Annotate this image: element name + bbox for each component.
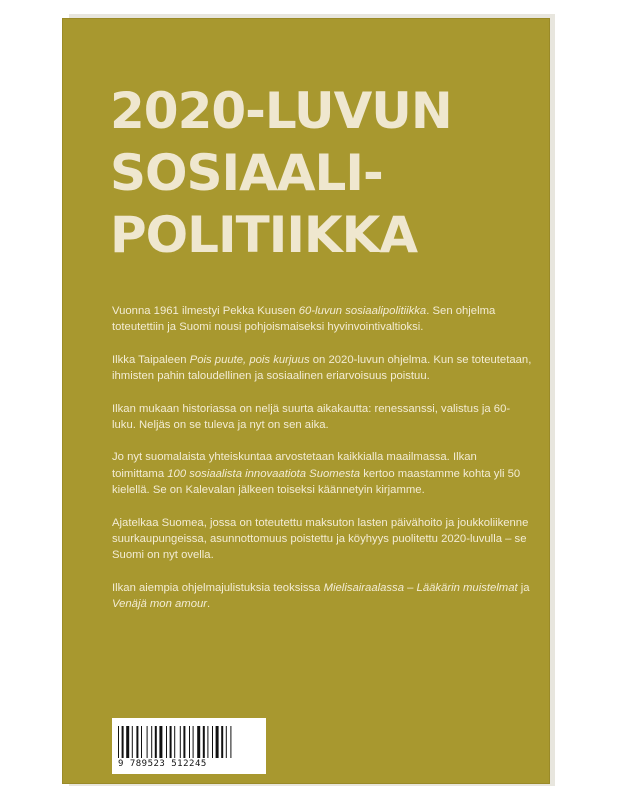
blurb-text [112, 303, 532, 629]
book-title [110, 80, 540, 266]
isbn-barcode [112, 718, 266, 774]
blurb-paragraph [112, 515, 532, 564]
book-back-cover [62, 18, 550, 784]
blurb-paragraph [112, 449, 532, 498]
blurb-run: kertoo maastamme kohta yli 50 kielellä. Se on Kalevalan jälkeen toiseksi käännetyin kirjamme. [112, 467, 521, 497]
blurb-paragraph [112, 580, 532, 613]
blurb-run: Ilkan mukaan historiassa on neljä suurta aikakautta: renessanssi, valistus ja 60-luku. Neljäs on se tuleva ja nyt on sen aika. [112, 402, 511, 432]
barcode-icon [118, 726, 260, 758]
title-line: SOSIAALI- [110, 144, 383, 202]
blurb-paragraph [112, 401, 532, 434]
blurb-run: Ilkka Taipaleen [112, 353, 190, 366]
isbn-number: 9 789523 512245 [118, 759, 207, 769]
book-title-reference: Pois puute, pois kurjuus [189, 353, 310, 366]
title-line: POLITIIKKA [110, 206, 418, 264]
title-line: 2020-LUVUN [110, 82, 452, 140]
blurb-run: ja [517, 581, 530, 594]
blurb-paragraph [112, 352, 532, 385]
blurb-run: Vuonna 1961 ilmestyi Pekka Kuusen [112, 305, 299, 317]
blurb-run: . Sen ohjelma toteutettiin ja Suomi nousi pohjoismaiseksi hyvinvointivaltioksi. [112, 305, 496, 334]
blurb-run: Ilkan aiempia ohjelmajulistuksia teoksissa [112, 581, 324, 594]
blurb-run: Ajatelkaa Suomea, jossa on toteutettu maksuton lasten päivähoito ja joukkoliikenne suurkaupungeissa, asunnottomuus poistettu ja köyhyys puolitettu 2020-luvulla – se Suomi on nyt ovella. [112, 516, 529, 562]
book-title-reference: Venäjä mon amour [112, 598, 208, 611]
blurb-run: . [207, 598, 211, 611]
book-title-reference: 60-luvun sosiaalipolitiikka [298, 305, 427, 317]
book-title-reference: Mielisairaalassa – Lääkärin muistelmat [323, 581, 518, 594]
book-title-reference: 100 sosiaalista innovaatiota Suomesta [167, 467, 361, 480]
blurb-run: Jo nyt suomalaista yhteiskuntaa arvostetaan kaikkialla maailmassa. Ilkan toimittama [112, 451, 477, 480]
blurb-paragraph [112, 303, 532, 336]
blurb-run: on 2020-luvun ohjelma. Kun se toteutetaan, ihmisten pahin taloudellinen ja sosiaalinen eriarvoisuus poistuu. [112, 353, 532, 383]
